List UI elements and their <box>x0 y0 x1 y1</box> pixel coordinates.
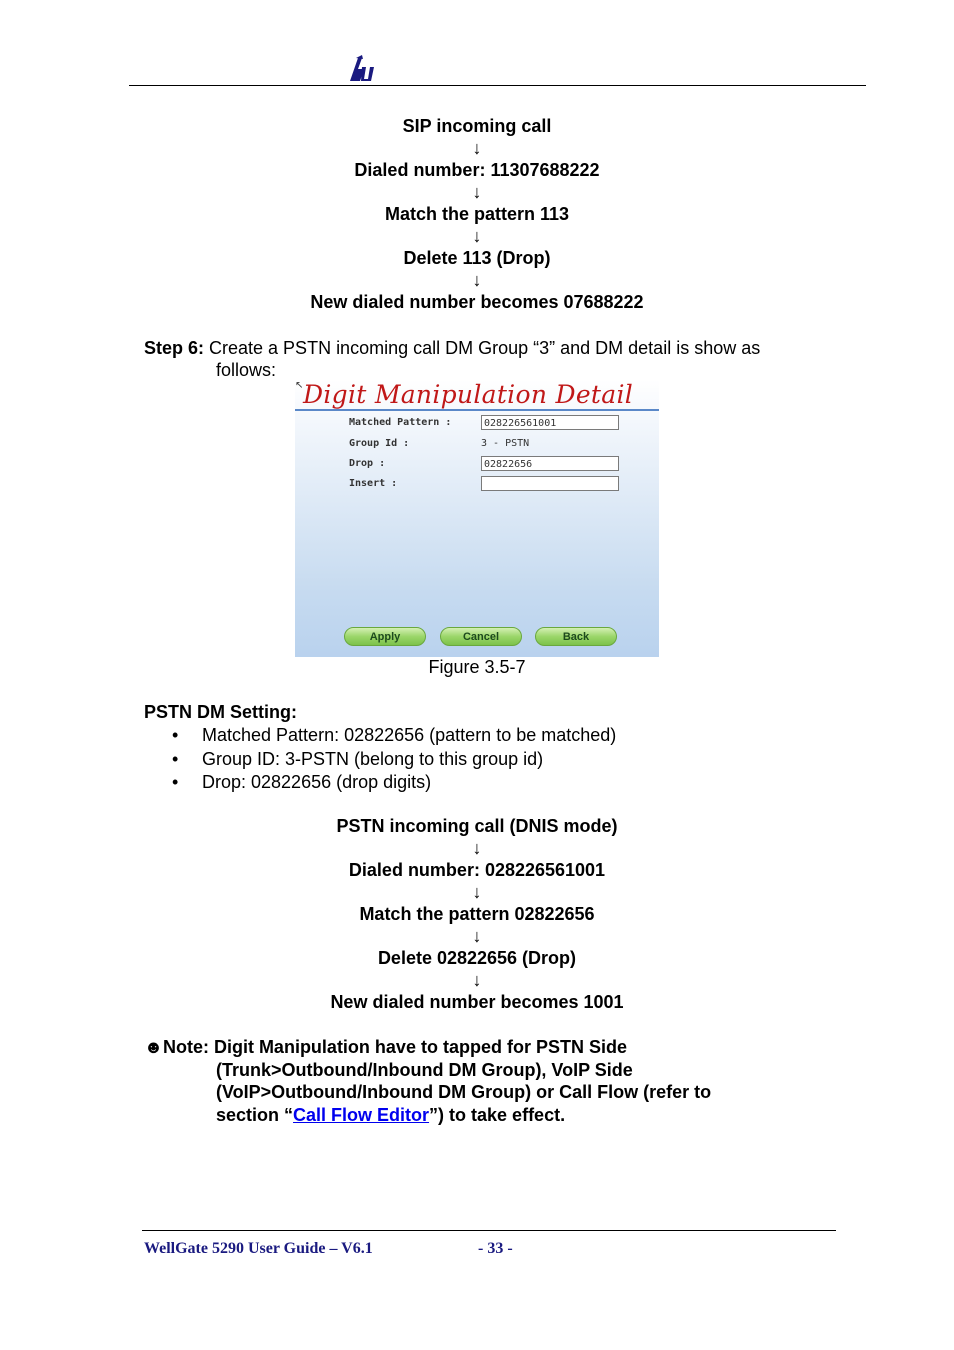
back-button[interactable]: Back <box>535 627 617 646</box>
bullet-icon: • <box>172 725 179 745</box>
flow-step: Dialed number: 028226561001 <box>348 860 606 880</box>
figure-caption: Figure 3.5-7 <box>428 657 526 677</box>
note-line-4 <box>144 1104 784 1127</box>
list-item <box>172 748 616 772</box>
note-text: section “ <box>216 1104 294 1125</box>
flow-step: PSTN incoming call (DNIS mode) <box>336 816 618 836</box>
matched-pattern-label: Matched Pattern : <box>349 417 452 428</box>
footer-rule <box>142 1230 836 1231</box>
insert-input[interactable] <box>481 476 619 491</box>
cursor-icon: ↖ <box>295 380 304 391</box>
bullet-icon: • <box>172 748 179 769</box>
list-item <box>172 724 616 748</box>
apply-button[interactable]: Apply <box>344 627 426 646</box>
flow-step: New dialed number becomes 1001 <box>330 992 624 1012</box>
down-arrow-icon: ↓ <box>472 970 482 990</box>
list-item <box>172 771 616 795</box>
footer-title: WellGate 5290 User Guide – V6.1 <box>144 1240 373 1257</box>
note-text: ”) to take effect. <box>429 1104 566 1125</box>
footer <box>144 1240 513 1258</box>
panel-title: Digit Manipulation Detail <box>303 380 634 409</box>
title-underline <box>295 409 659 411</box>
pstn-setting-title: PSTN DM Setting: <box>144 702 297 722</box>
flow-sip <box>0 115 954 313</box>
insert-label: Insert : <box>349 478 398 489</box>
note-line: (Trunk>Outbound/Inbound DM Group), VoIP Side <box>216 1059 633 1080</box>
company-logo <box>348 55 380 83</box>
note-icon: ☻ <box>144 1037 163 1057</box>
group-id-label: Group Id : <box>349 438 410 449</box>
flow-step: Match the pattern 113 <box>384 204 570 224</box>
down-arrow-icon: ↓ <box>472 882 482 902</box>
flow-step: SIP incoming call <box>402 116 552 136</box>
flow-step: Delete 113 (Drop) <box>403 248 551 268</box>
down-arrow-icon: ↓ <box>472 138 482 158</box>
drop-label: Drop : <box>349 458 386 469</box>
step-label: Step 6: <box>144 338 205 358</box>
note-paragraph <box>144 1036 784 1126</box>
call-flow-editor-link[interactable]: Call Flow Editor <box>293 1104 430 1125</box>
note-line: (VoIP>Outbound/Inbound DM Group) or Call Flow (refer to <box>216 1082 712 1102</box>
drop-input[interactable]: 02822656 <box>481 456 619 471</box>
step-text: Create a PSTN incoming call DM Group “3” and DM detail is show as <box>204 338 761 358</box>
step-text-cont: follows: <box>216 360 277 380</box>
step-6-paragraph <box>144 337 824 381</box>
down-arrow-icon: ↓ <box>472 226 482 246</box>
down-arrow-icon: ↓ <box>472 838 482 858</box>
company-logo-icon <box>348 55 380 83</box>
dm-detail-screenshot <box>295 380 659 657</box>
down-arrow-icon: ↓ <box>472 270 482 290</box>
list-item-text: Drop: 02822656 (drop digits) <box>202 772 432 792</box>
matched-pattern-input[interactable]: 028226561001 <box>481 415 619 430</box>
list-item-text: Matched Pattern: 02822656 (pattern to be matched) <box>202 725 617 745</box>
group-id-value: 3 - PSTN <box>481 438 530 449</box>
flow-step: Dialed number: 11307688222 <box>354 160 600 180</box>
note-line: Note: Digit Manipulation have to tapped for PSTN Side <box>162 1037 627 1057</box>
header-rule <box>129 85 866 86</box>
down-arrow-icon: ↓ <box>472 182 482 202</box>
cancel-button[interactable]: Cancel <box>440 627 522 646</box>
flow-pstn <box>0 815 954 1013</box>
flow-step: Match the pattern 02822656 <box>359 904 595 924</box>
flow-step: New dialed number becomes 07688222 <box>310 292 644 312</box>
bullet-icon: • <box>172 772 179 792</box>
flow-step: Delete 02822656 (Drop) <box>377 948 577 968</box>
page-number: - 33 - <box>478 1240 513 1257</box>
list-item-text: Group ID: 3-PSTN (belong to this group id) <box>202 748 544 769</box>
pstn-setting-list <box>172 724 616 795</box>
down-arrow-icon: ↓ <box>472 926 482 946</box>
